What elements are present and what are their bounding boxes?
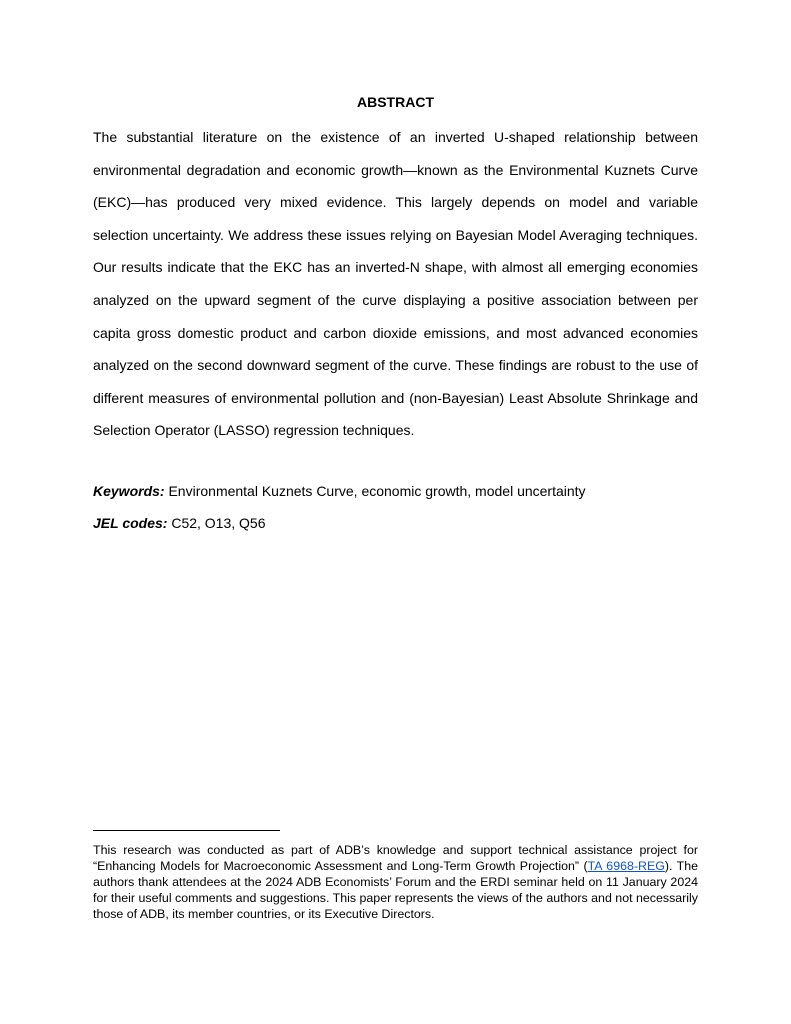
jel-codes-label: JEL codes: [93, 515, 168, 531]
footnote-divider [93, 830, 280, 831]
footnote-text-after-link: ). The authors thank attendees at the 2024 ADB Economists’ Forum and the ERDI seminar held on 11 January 2024 for their useful comments and suggestions. This paper represents the views of the authors and not necessarily those of ADB, its member countries, or its Executive Directors. [93, 859, 699, 921]
abstract-body: The substantial literature on the existence of an inverted U-shaped relationship between environmental degradation and economic growth—known as the Environmental Kuznets Curve (EKC)—has produced very mixed evidence. This largely depends on model and variable selection uncertainty. We address these issues relying on Bayesian Model Averaging techniques. Our results indicate that the EKC has an inverted-N shape, with almost all emerging economies analyzed on the upward segment of the curve displaying a positive association between per capita gross domestic product and carbon dioxide emissions, and most advanced economies analyzed on the second downward segment of the curve. These findings are robust to the use of different measures of environmental pollution and (non-Bayesian) Least Absolute Shrinkage and Selection Operator (LASSO) regression techniques. [93, 129, 698, 439]
abstract-heading: ABSTRACT [357, 94, 434, 110]
footnote [93, 842, 698, 922]
keywords-label: Keywords: [93, 483, 165, 499]
footnote-text-before-link: This research was conducted as part of ADB’s knowledge and support technical assistance project for “Enhancing Models for Macroeconomic Assessment and Long-Term Growth Projection” ( [93, 843, 698, 873]
keywords-value: Environmental Kuznets Curve, economic growth, model uncertainty [168, 483, 586, 499]
ta-project-link[interactable]: TA 6968-REG [587, 859, 665, 873]
jel-codes-value: C52, O13, Q56 [171, 515, 266, 531]
jel-codes-line [93, 514, 698, 532]
keywords-line [93, 482, 698, 500]
